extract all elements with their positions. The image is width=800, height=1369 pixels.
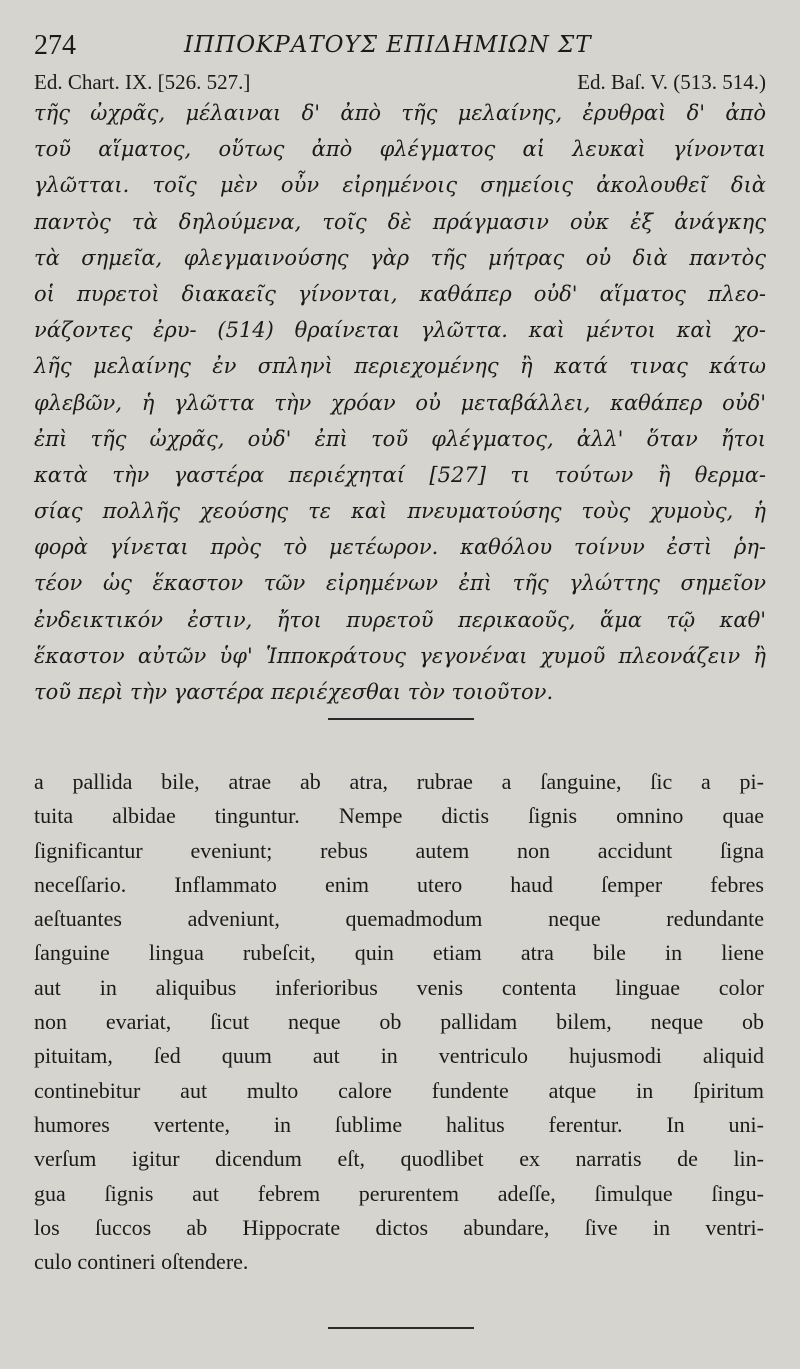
text-line: verſum igitur dicendum eſt, quodlibet ex narratis de lin-	[34, 1146, 764, 1172]
text-line: ἐπὶ τῆς ὠχρᾶς, οὐδ' ἐπὶ τοῦ φλέγματος, ἀλλ' ὅταν ἤτοι	[34, 426, 766, 451]
text-line: a pallida bile, atrae ab atra, rubrae a ſanguine, ſic a pi-	[34, 769, 764, 794]
text-line: τοῦ περὶ τὴν γαστέρα περιέχεσθαι τὸν τοιοῦτον.	[34, 680, 554, 704]
text-line: ἐνδεικτικόν ἐστιν, ἤτοι πυρετοῦ περικαοῦς, ἅμα τῷ καθ'	[34, 607, 766, 632]
text-line: pituitam, ſed quum aut in ventriculo hujusmodi aliquid	[34, 1043, 764, 1069]
text-line: tuita albidae tinguntur. Nempe dictis ſignis omnino quae	[34, 803, 764, 829]
greek-text-block	[34, 95, 766, 710]
text-line: λῆς μελαίνης ἐν σπληνὶ περιεχομένης ἢ κατά τινας κάτω	[34, 354, 766, 379]
text-line: σίας πολλῆς χεούσης τε καὶ πνευματούσης τοὺς χυμοὺς, ἡ	[34, 499, 766, 524]
page-number: 274	[34, 30, 76, 61]
text-line: aeſtuantes adveniunt, quemadmodum neque redundante	[34, 906, 764, 932]
text-line: continebitur aut multo calore fundente atque in ſpiritum	[34, 1077, 764, 1103]
text-line: τέον ὡς ἕκαστον τῶν εἰρημένων ἐπὶ τῆς γλώττης σημεῖον	[34, 571, 766, 596]
text-line: aut in aliquibus inferioribus venis contenta linguae color	[34, 974, 764, 1000]
text-line: γλῶτται. τοῖς μὲν οὖν εἰρημένοις σημείοις ἀκολουθεῖ διὰ	[34, 173, 766, 198]
text-line: τῆς ὠχρᾶς, μέλαιναι δ' ἀπὸ τῆς μελαίνης, ἐρυθραὶ δ' ἀπὸ	[34, 101, 766, 125]
running-title: ΙΠΠΟΚΡΑΤΟΥΣ ΕΠΙΔΗΜΙΩΝ ΣΤ	[184, 32, 592, 58]
section-divider	[328, 718, 474, 720]
text-line: neceſſario. Inflammato enim utero haud ſemper febres	[34, 871, 764, 897]
text-line: παντὸς τὰ δηλούμενα, τοῖς δὲ πράγμασιν οὐκ ἐξ ἀνάγκης	[34, 209, 766, 234]
edition-chartier-ref: Ed. Chart. IX. [526. 527.]	[34, 70, 251, 94]
text-line: ſanguine lingua rubeſcit, quin etiam atra bile in liene	[34, 940, 764, 966]
text-line: culo contineri oſtendere.	[34, 1249, 249, 1275]
edition-reference-line	[34, 70, 766, 96]
text-line: τοῦ αἵματος, οὕτως ἀπὸ φλέγματος αἱ λευκαὶ γίνονται	[34, 137, 766, 162]
page-header	[34, 30, 774, 66]
text-line: φορὰ γίνεται πρὸς τὸ μετέωρον. καθόλου τοίνυν ἐστὶ ῥη-	[34, 535, 766, 560]
text-line: κατὰ τὴν γαστέρα περιέχηταί [527] τι τούτων ἢ θερμα-	[34, 462, 766, 487]
text-line: τὰ σημεῖα, φλεγμαινούσης γὰρ τῆς μήτρας οὐ διὰ παντὸς	[34, 245, 766, 270]
text-line: los ſuccos ab Hippocrate dictos abundare, ſive in ventri-	[34, 1214, 764, 1240]
latin-text-block	[34, 765, 764, 1279]
text-line: ſignificantur eveniunt; rebus autem non accidunt ſigna	[34, 837, 764, 863]
text-line: gua ſignis aut febrem perurentem adeſſe, ſimulque ſingu-	[34, 1180, 764, 1206]
text-line: οἱ πυρετοὶ διακαεῖς γίνονται, καθάπερ οὐδ' αἵματος πλεο-	[34, 281, 766, 306]
text-line: ἕκαστον αὐτῶν ὑφ' Ἱπποκράτους γεγονέναι χυμοῦ πλεονάζειν ἢ	[34, 643, 766, 668]
text-line: φλεβῶν, ἡ γλῶττα τὴν χρόαν οὐ μεταβάλλει, καθάπερ οὐδ'	[34, 390, 766, 415]
footer-divider	[328, 1327, 474, 1329]
text-line: non evariat, ſicut neque ob pallidam bilem, neque ob	[34, 1009, 764, 1035]
text-line: humores vertente, in ſublime halitus ferentur. In uni-	[34, 1111, 764, 1137]
text-line: νάζοντες ἐρυ- (514) θραίνεται γλῶττα. καὶ μέντοι καὶ χο-	[34, 318, 766, 343]
edition-basel-ref: Ed. Baſ. V. (513. 514.)	[577, 70, 766, 94]
